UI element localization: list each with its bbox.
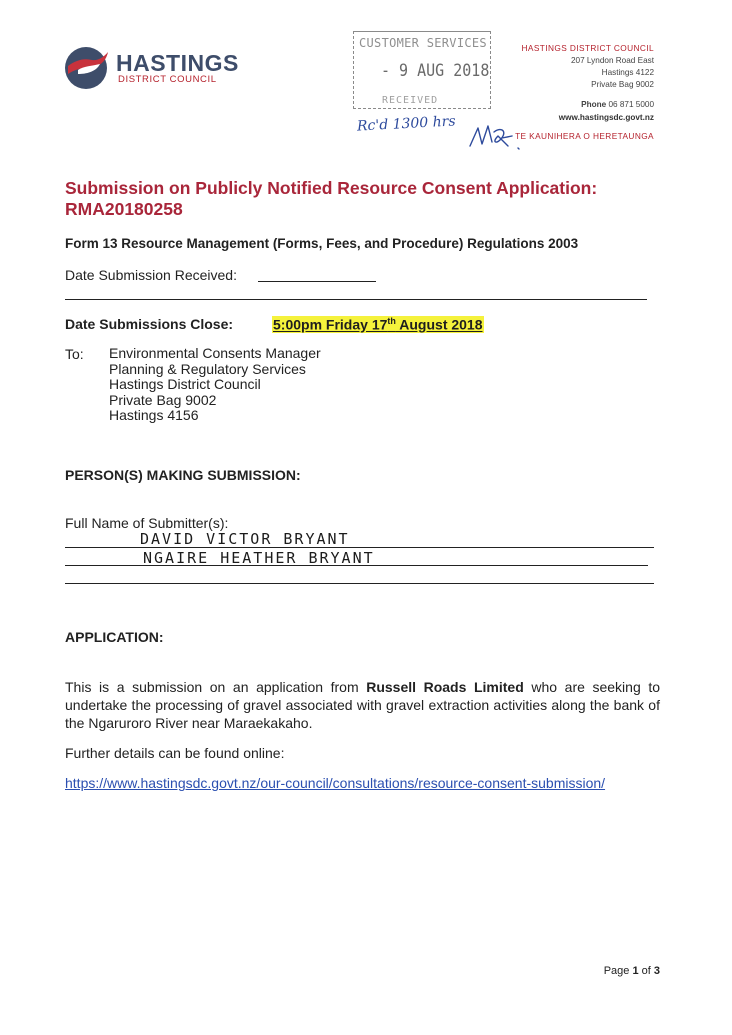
stamp-date: - 9 AUG 2018 xyxy=(381,59,490,81)
date-close-value xyxy=(272,316,484,333)
application-description xyxy=(65,678,660,732)
council-website: www.hastingsdc.govt.nz xyxy=(558,113,654,122)
applicant-name: Russell Roads Limited xyxy=(366,679,524,695)
name-line-2 xyxy=(65,565,648,566)
title-line-1: Submission on Publicly Notified Resource Consent Application: xyxy=(65,178,598,198)
council-phone xyxy=(581,99,654,111)
submitter-name-2: NGAIRE HEATHER BRYANT xyxy=(143,549,375,567)
section-divider xyxy=(65,299,647,300)
date-received-field xyxy=(258,281,376,282)
date-close-suffix: August 2018 xyxy=(395,316,483,333)
persons-heading: PERSON(S) MAKING SUBMISSION: xyxy=(65,467,301,483)
document-title xyxy=(65,178,665,220)
to-address-line: Hastings 4156 xyxy=(109,407,199,424)
page-current: 1 xyxy=(632,965,639,977)
stamp-received: RECEIVED xyxy=(382,95,439,106)
council-name: HASTINGS DISTRICT COUNCIL xyxy=(521,43,654,53)
to-address-line: Planning & Regulatory Services xyxy=(109,360,306,377)
full-name-label: Full Name of Submitter(s): xyxy=(65,515,229,531)
page-total: 3 xyxy=(653,965,660,977)
council-maori-name: TE KAUNIHERA O HERETAUNGA xyxy=(515,131,654,141)
application-heading: APPLICATION: xyxy=(65,629,164,645)
handwritten-received-note: Rc'd 1300 hrs xyxy=(356,113,456,135)
application-text-post: who are seeking to undertake the processing of gravel associated with gravel extraction activities along the bank of the Ngaruroro River near Maraekakaho. xyxy=(65,679,661,731)
logo-wordmark: HASTINGS xyxy=(116,50,239,76)
page-number xyxy=(604,965,660,977)
to-address-line: Hastings District Council xyxy=(109,376,261,393)
date-received-label: Date Submission Received: xyxy=(65,267,237,283)
further-details: Further details can be found online: xyxy=(65,745,285,761)
phone-number: 06 871 5000 xyxy=(608,100,654,109)
address-bag: Private Bag 9002 xyxy=(591,80,654,89)
to-address-line: Environmental Consents Manager xyxy=(109,345,321,361)
date-close-label: Date Submissions Close: xyxy=(65,316,234,332)
page-label: Page xyxy=(603,965,633,977)
council-address xyxy=(571,55,654,91)
title-line-2: RMA20180258 xyxy=(65,199,183,219)
form-reference: Form 13 Resource Management (Forms, Fees, and Procedure) Regulations 2003 xyxy=(65,236,579,251)
date-close-prefix: 5:00pm Friday 17 xyxy=(273,316,388,333)
page-of: of xyxy=(638,965,654,977)
to-label: To: xyxy=(65,346,84,362)
name-line-1 xyxy=(65,547,654,548)
date-close-sup: th xyxy=(387,316,396,326)
stamp-title: CUSTOMER SERVICES xyxy=(359,36,487,50)
council-logo-icon xyxy=(62,44,112,90)
to-address xyxy=(109,346,321,424)
submitter-name-1: DAVID VICTOR BRYANT xyxy=(140,530,350,548)
name-line-3 xyxy=(65,583,654,584)
logo-subtitle: DISTRICT COUNCIL xyxy=(118,74,217,85)
address-city: Hastings 4122 xyxy=(601,68,654,77)
address-street: 207 Lyndon Road East xyxy=(571,56,654,65)
consultation-link[interactable]: https://www.hastingsdc.govt.nz/our-council/consultations/resource-consent-submission/ xyxy=(65,775,606,791)
application-text-pre: This is a submission on an application from xyxy=(65,679,367,695)
phone-label: Phone xyxy=(581,100,607,109)
to-address-line: Private Bag 9002 xyxy=(109,391,217,408)
